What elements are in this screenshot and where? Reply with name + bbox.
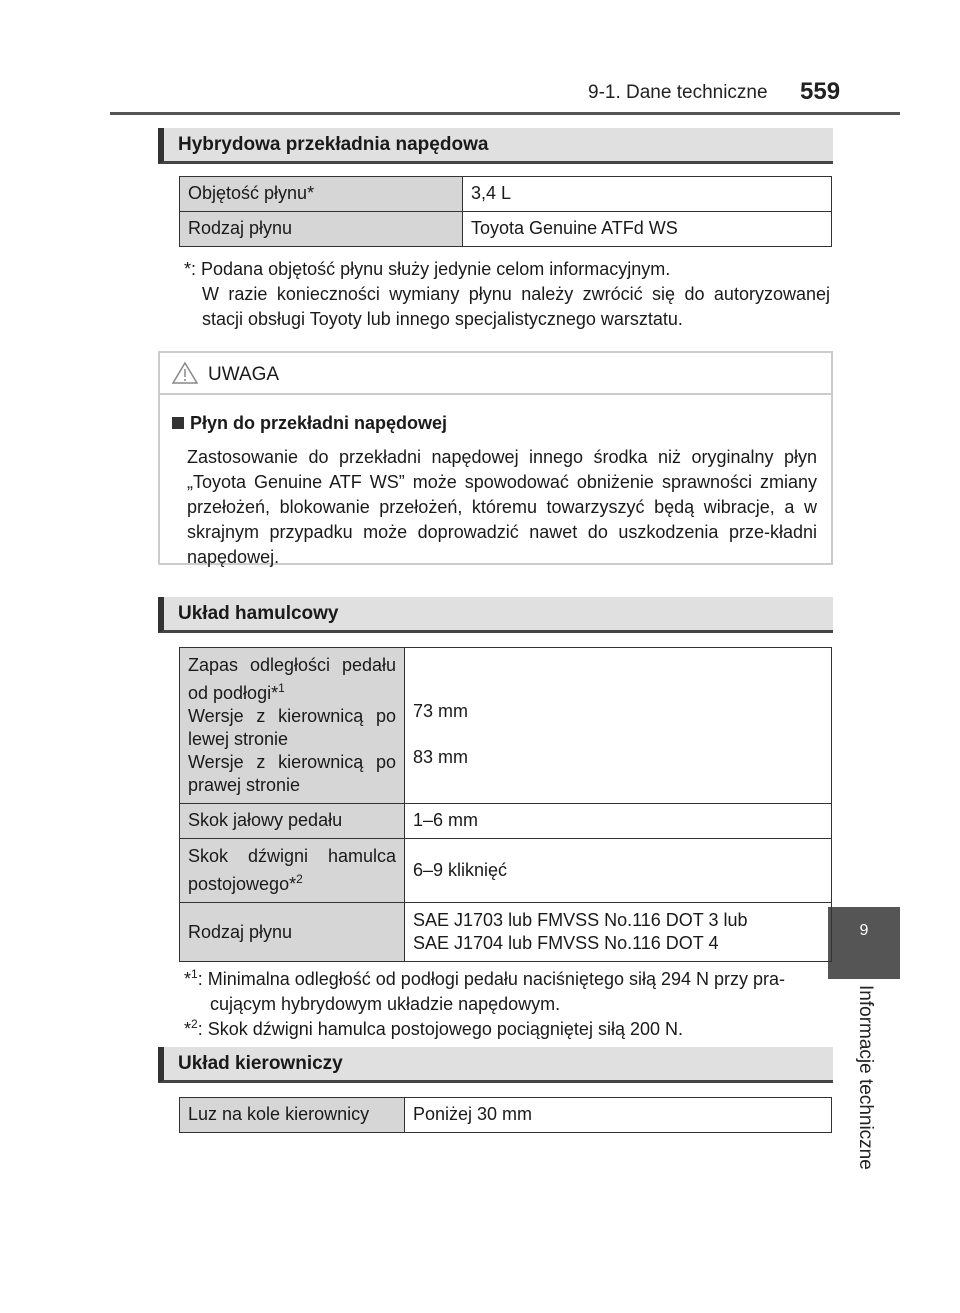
parking-brake-label: Skok dźwigni hamulca postojowego* [188,846,396,894]
table-value: 6–9 kliknięć [405,839,832,903]
footnote-number: 2 [191,1017,198,1031]
warning-triangle-icon [172,361,198,385]
footnote-mark: *: [184,259,202,279]
table-value [405,903,832,962]
table-row [180,903,832,962]
footnote-text-1: Podana objętość płynu służy jedynie celom informacyjnym. [201,259,671,279]
footnote-mark: * [184,969,192,989]
lhd-value: 73 mm [413,701,469,721]
table-row [180,1098,832,1133]
rhd-label: Wersje z kierownicą po prawej stronie [188,752,396,795]
footnote-text-1: : Minimalna odległość od podłogi pedału naciśniętego siłą 294 N przy pra- [197,969,786,989]
footnote-mark: * [184,1019,192,1039]
fluid-spec-1: SAE J1703 lub FMVSS No.116 DOT 3 lub [413,910,748,930]
chapter-tab [828,907,900,979]
table-row [180,839,832,903]
lhd-label: Wersje z kierownicą po lewej stronie [188,706,396,749]
caution-heading-text: Płyn do przekładni napędowej [190,413,448,433]
caution-header [160,353,831,395]
caution-heading [172,411,817,436]
table-key: Skok jałowy pedału [180,804,405,839]
table-value: Toyota Genuine ATFd WS [463,212,832,247]
table-row [180,177,832,212]
footnote-brakes-2 [184,1012,830,1042]
caution-text: Zastosowanie do przekładni napędowej innego środka niż oryginalny płyn „Toyota Genuine ATF WS” może spowodować obniżenie sprawności zmiany przełożeń, blokowanie przełożeń, któremu towarzyszyć będą wibracje, a w skrajnym przypadku może doprowadzić nawet do uszkodzenia prze-kładni napędowej. [187,447,817,567]
table-row [180,648,832,804]
table-key [180,648,405,804]
footnote-ref: 2 [296,872,303,886]
table-value: 3,4 L [463,177,832,212]
footnote-text-2: W razie konieczności wymiany płynu należy zwrócić się do autoryzowanej stacji obsługi Toyoty lub innego specjalistycznego warsztatu. [202,284,830,329]
table-row [180,212,832,247]
caution-label: UWAGA [208,364,280,385]
footnote-text-2: cującym hybrydowym układzie napędowym. [210,994,561,1014]
header-rule [110,112,900,115]
table-row [180,804,832,839]
caution-body [160,395,831,570]
rhd-value: 83 mm [413,747,469,767]
footnote-number: 1 [191,967,198,981]
section-title-steering: Układ kierowniczy [158,1047,833,1083]
footnote-text: : Skok dźwigni hamulca postojowego pociągniętej siłą 200 N. [197,1019,683,1039]
caution-box [158,351,833,565]
section-title-brakes: Układ hamulcowy [158,597,833,633]
chapter-number: 9 [859,922,869,939]
table-key [180,839,405,903]
table-value: Poniżej 30 mm [405,1098,832,1133]
brakes-spec-table [179,647,832,962]
footnote-ref: 1 [278,681,285,695]
hybrid-spec-table [179,176,832,247]
table-value: 1–6 mm [405,804,832,839]
steering-spec-table [179,1097,832,1133]
table-key: Rodzaj płynu [180,212,463,247]
table-key: Luz na kole kierownicy [180,1098,405,1133]
square-bullet-icon [172,417,184,429]
running-header: 9-1. Dane techniczne [588,82,768,103]
pedal-clearance-label: Zapas odległości pedału od podłogi* [188,655,396,703]
section-title-hybrid: Hybrydowa przekładnia napędowa [158,128,833,164]
footnote-brakes-1 [184,962,830,1017]
page-number: 559 [800,78,841,105]
table-key: Objętość płynu* [180,177,463,212]
footnote-hybrid [184,257,830,332]
table-value [405,648,832,804]
table-key: Rodzaj płynu [180,903,405,962]
fluid-spec-2: SAE J1704 lub FMVSS No.116 DOT 4 [413,933,719,953]
chapter-label: Informacje techniczne [855,985,876,1170]
